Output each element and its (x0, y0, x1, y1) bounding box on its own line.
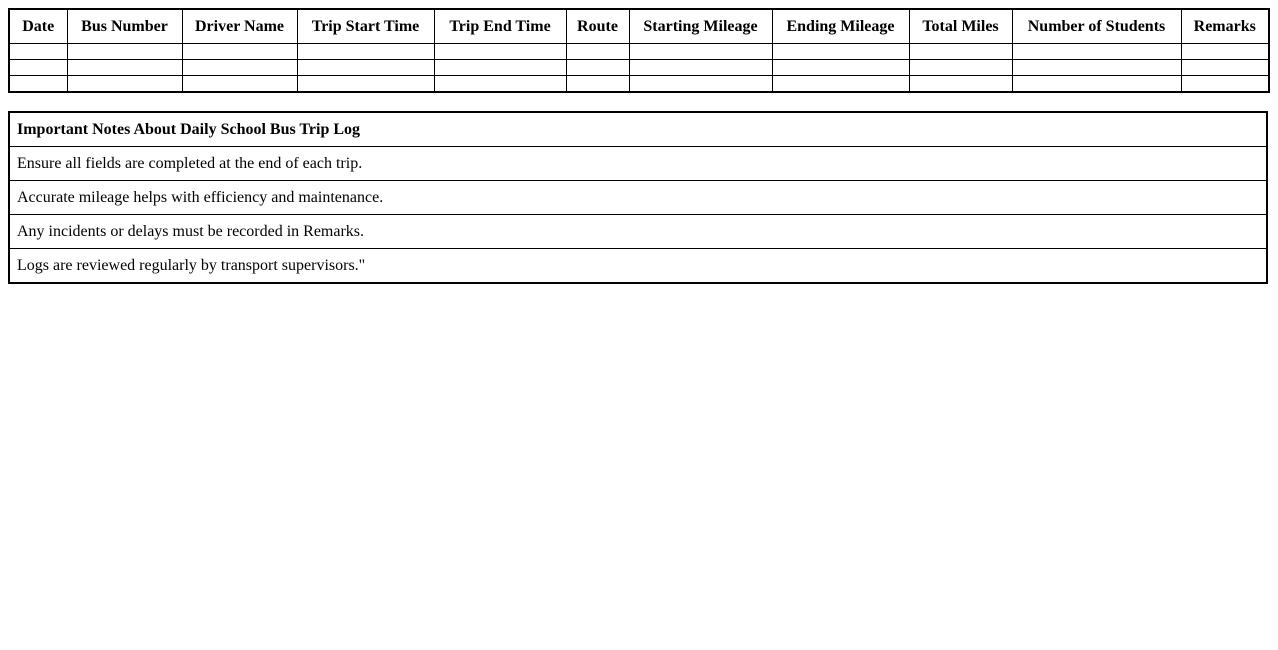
empty-cell (182, 60, 297, 76)
empty-cell (909, 60, 1012, 76)
notes-title: Important Notes About Daily School Bus Trip Log (9, 112, 1267, 147)
trip-log-empty-row (9, 76, 1269, 93)
note-row (9, 215, 1267, 249)
column-header-total-miles: Total Miles (909, 9, 1012, 44)
trip-log-body (9, 44, 1269, 93)
empty-cell (434, 44, 566, 60)
column-header-remarks: Remarks (1181, 9, 1269, 44)
empty-cell (909, 44, 1012, 60)
empty-cell (566, 76, 629, 93)
empty-cell (9, 60, 67, 76)
empty-cell (772, 44, 909, 60)
column-header-bus-number: Bus Number (67, 9, 182, 44)
trip-log-empty-row (9, 44, 1269, 60)
column-header-date: Date (9, 9, 67, 44)
empty-cell (1012, 44, 1181, 60)
empty-cell (297, 76, 434, 93)
trip-log-table (8, 8, 1270, 93)
column-header-trip-end-time: Trip End Time (434, 9, 566, 44)
empty-cell (67, 44, 182, 60)
column-header-ending-mileage: Ending Mileage (772, 9, 909, 44)
empty-cell (1012, 76, 1181, 93)
empty-cell (182, 76, 297, 93)
empty-cell (297, 44, 434, 60)
column-header-number-of-students: Number of Students (1012, 9, 1181, 44)
empty-cell (566, 44, 629, 60)
note-row (9, 249, 1267, 284)
empty-cell (566, 60, 629, 76)
empty-cell (297, 60, 434, 76)
empty-cell (1012, 60, 1181, 76)
empty-cell (182, 44, 297, 60)
note-item: Ensure all fields are completed at the end of each trip. (9, 147, 1267, 181)
note-item: Any incidents or delays must be recorded in Remarks. (9, 215, 1267, 249)
column-header-route: Route (566, 9, 629, 44)
trip-log-empty-row (9, 60, 1269, 76)
empty-cell (1181, 44, 1269, 60)
note-item: Logs are reviewed regularly by transport supervisors." (9, 249, 1267, 284)
empty-cell (909, 76, 1012, 93)
empty-cell (434, 76, 566, 93)
empty-cell (9, 44, 67, 60)
trip-log-header-row (9, 9, 1269, 44)
empty-cell (1181, 76, 1269, 93)
empty-cell (629, 60, 772, 76)
note-row (9, 181, 1267, 215)
column-header-starting-mileage: Starting Mileage (629, 9, 772, 44)
empty-cell (629, 76, 772, 93)
empty-cell (67, 60, 182, 76)
note-row (9, 147, 1267, 181)
empty-cell (772, 60, 909, 76)
notes-title-row (9, 112, 1267, 147)
note-item: Accurate mileage helps with efficiency and maintenance. (9, 181, 1267, 215)
empty-cell (434, 60, 566, 76)
empty-cell (772, 76, 909, 93)
empty-cell (1181, 60, 1269, 76)
empty-cell (9, 76, 67, 93)
important-notes-table (8, 111, 1268, 284)
empty-cell (67, 76, 182, 93)
column-header-trip-start-time: Trip Start Time (297, 9, 434, 44)
column-header-driver-name: Driver Name (182, 9, 297, 44)
empty-cell (629, 44, 772, 60)
